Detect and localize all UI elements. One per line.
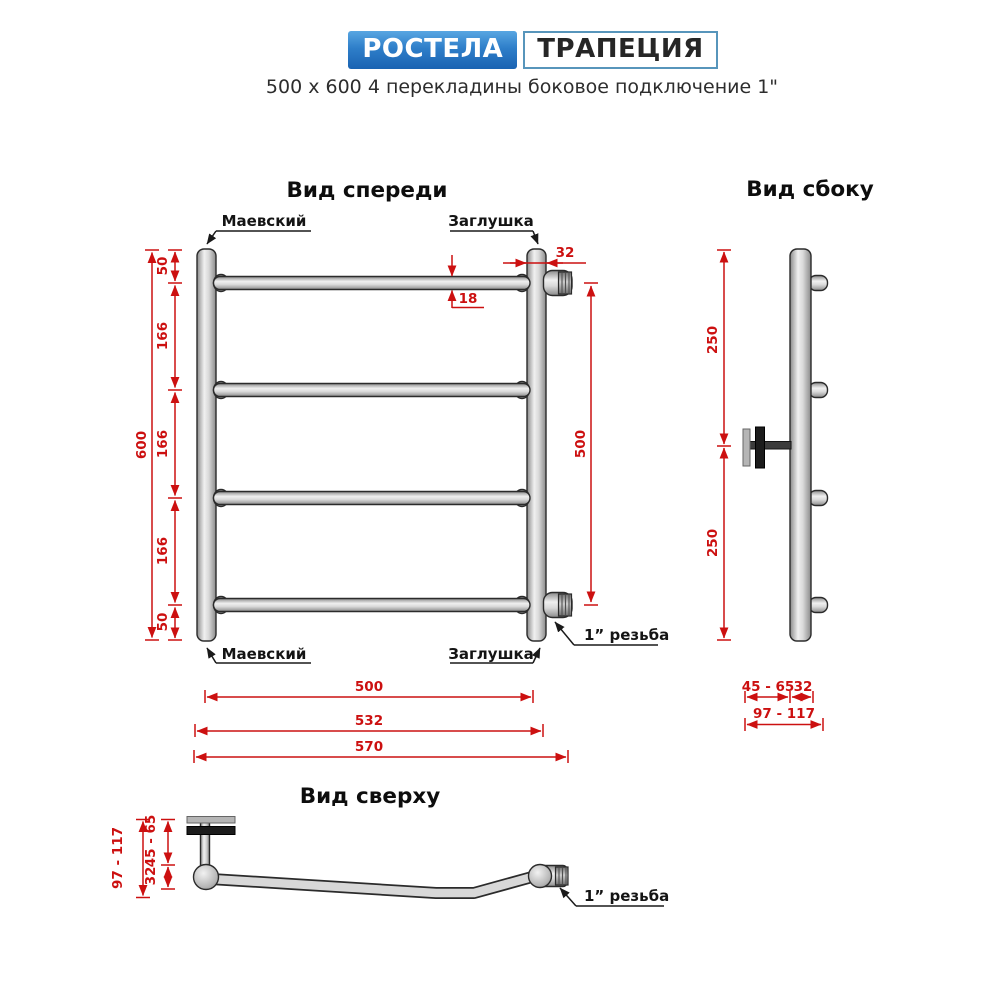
side-tube [790,249,811,641]
svg-text:Маевский: Маевский [221,645,307,663]
svg-text:32: 32 [555,245,575,261]
dim-chain-left [155,250,182,640]
dim-570 [194,739,568,763]
dim-250-bottom [705,448,731,640]
dim-45-65-32-top [143,815,175,889]
svg-text:250: 250 [705,325,721,355]
svg-text:600: 600 [134,430,150,460]
front-right-tube [527,249,546,641]
svg-text:32: 32 [143,866,159,886]
svg-text:1” резьба: 1” резьба [584,887,670,905]
svg-text:97 - 117: 97 - 117 [753,706,815,722]
side-crossbar-stubs [809,276,828,613]
top-left-tube-section [194,865,219,890]
dim-500-right [573,283,598,605]
front-view-title: Вид спереди [286,178,448,203]
dim-250-top [705,250,731,446]
front-fitting-top [544,271,573,296]
front-fitting-bottom [544,593,573,618]
svg-text:Маевский: Маевский [221,212,307,230]
svg-text:45 - 65: 45 - 65 [741,679,795,695]
front-crossbar-1 [214,275,531,292]
svg-text:18: 18 [458,291,478,307]
side-wall-bracket [743,427,791,468]
label-plug-top [448,212,538,244]
label-thread-top [560,887,669,906]
svg-text:166: 166 [155,536,171,566]
svg-text:97 - 117: 97 - 117 [110,827,126,889]
top-wall-bracket [187,817,235,873]
front-crossbar-4 [214,597,531,614]
top-view-title: Вид сверху [299,784,441,809]
top-view [110,784,669,906]
label-thread-front [555,622,669,645]
dim-532 [195,713,543,737]
svg-text:45 - 65: 45 - 65 [143,814,159,868]
product-subtitle: 500 x 600 4 перекладины боковое подключение 1" [265,76,779,98]
side-view [705,177,874,731]
svg-text:250: 250 [705,528,721,558]
front-view [134,178,669,763]
side-view-title: Вид сбоку [746,177,874,202]
brand-logo: РОСТЕЛА [348,31,517,69]
svg-text:50: 50 [155,612,171,632]
front-left-tube [197,249,216,641]
top-fitting [529,865,569,888]
dim-500-bottom [205,679,533,703]
svg-text:Заглушка: Заглушка [448,645,534,663]
svg-text:166: 166 [155,429,171,459]
dim-45-65-32-side [742,679,813,703]
front-crossbar-3 [214,490,531,507]
svg-text:166: 166 [155,321,171,351]
svg-text:500: 500 [573,429,589,459]
svg-text:500: 500 [354,679,384,695]
svg-text:32: 32 [793,679,813,695]
svg-text:532: 532 [354,713,384,729]
label-mayevsky-bottom [207,645,311,663]
label-plug-bottom [448,645,540,663]
label-mayevsky-top [207,212,311,244]
svg-text:50: 50 [155,256,171,276]
svg-text:1” резьба: 1” резьба [584,626,670,644]
dim-97-117-side [745,706,823,731]
svg-text:Заглушка: Заглушка [448,212,534,230]
svg-text:570: 570 [354,739,384,755]
model-name: ТРАПЕЦИЯ [523,31,717,69]
front-crossbar-2 [214,382,531,399]
